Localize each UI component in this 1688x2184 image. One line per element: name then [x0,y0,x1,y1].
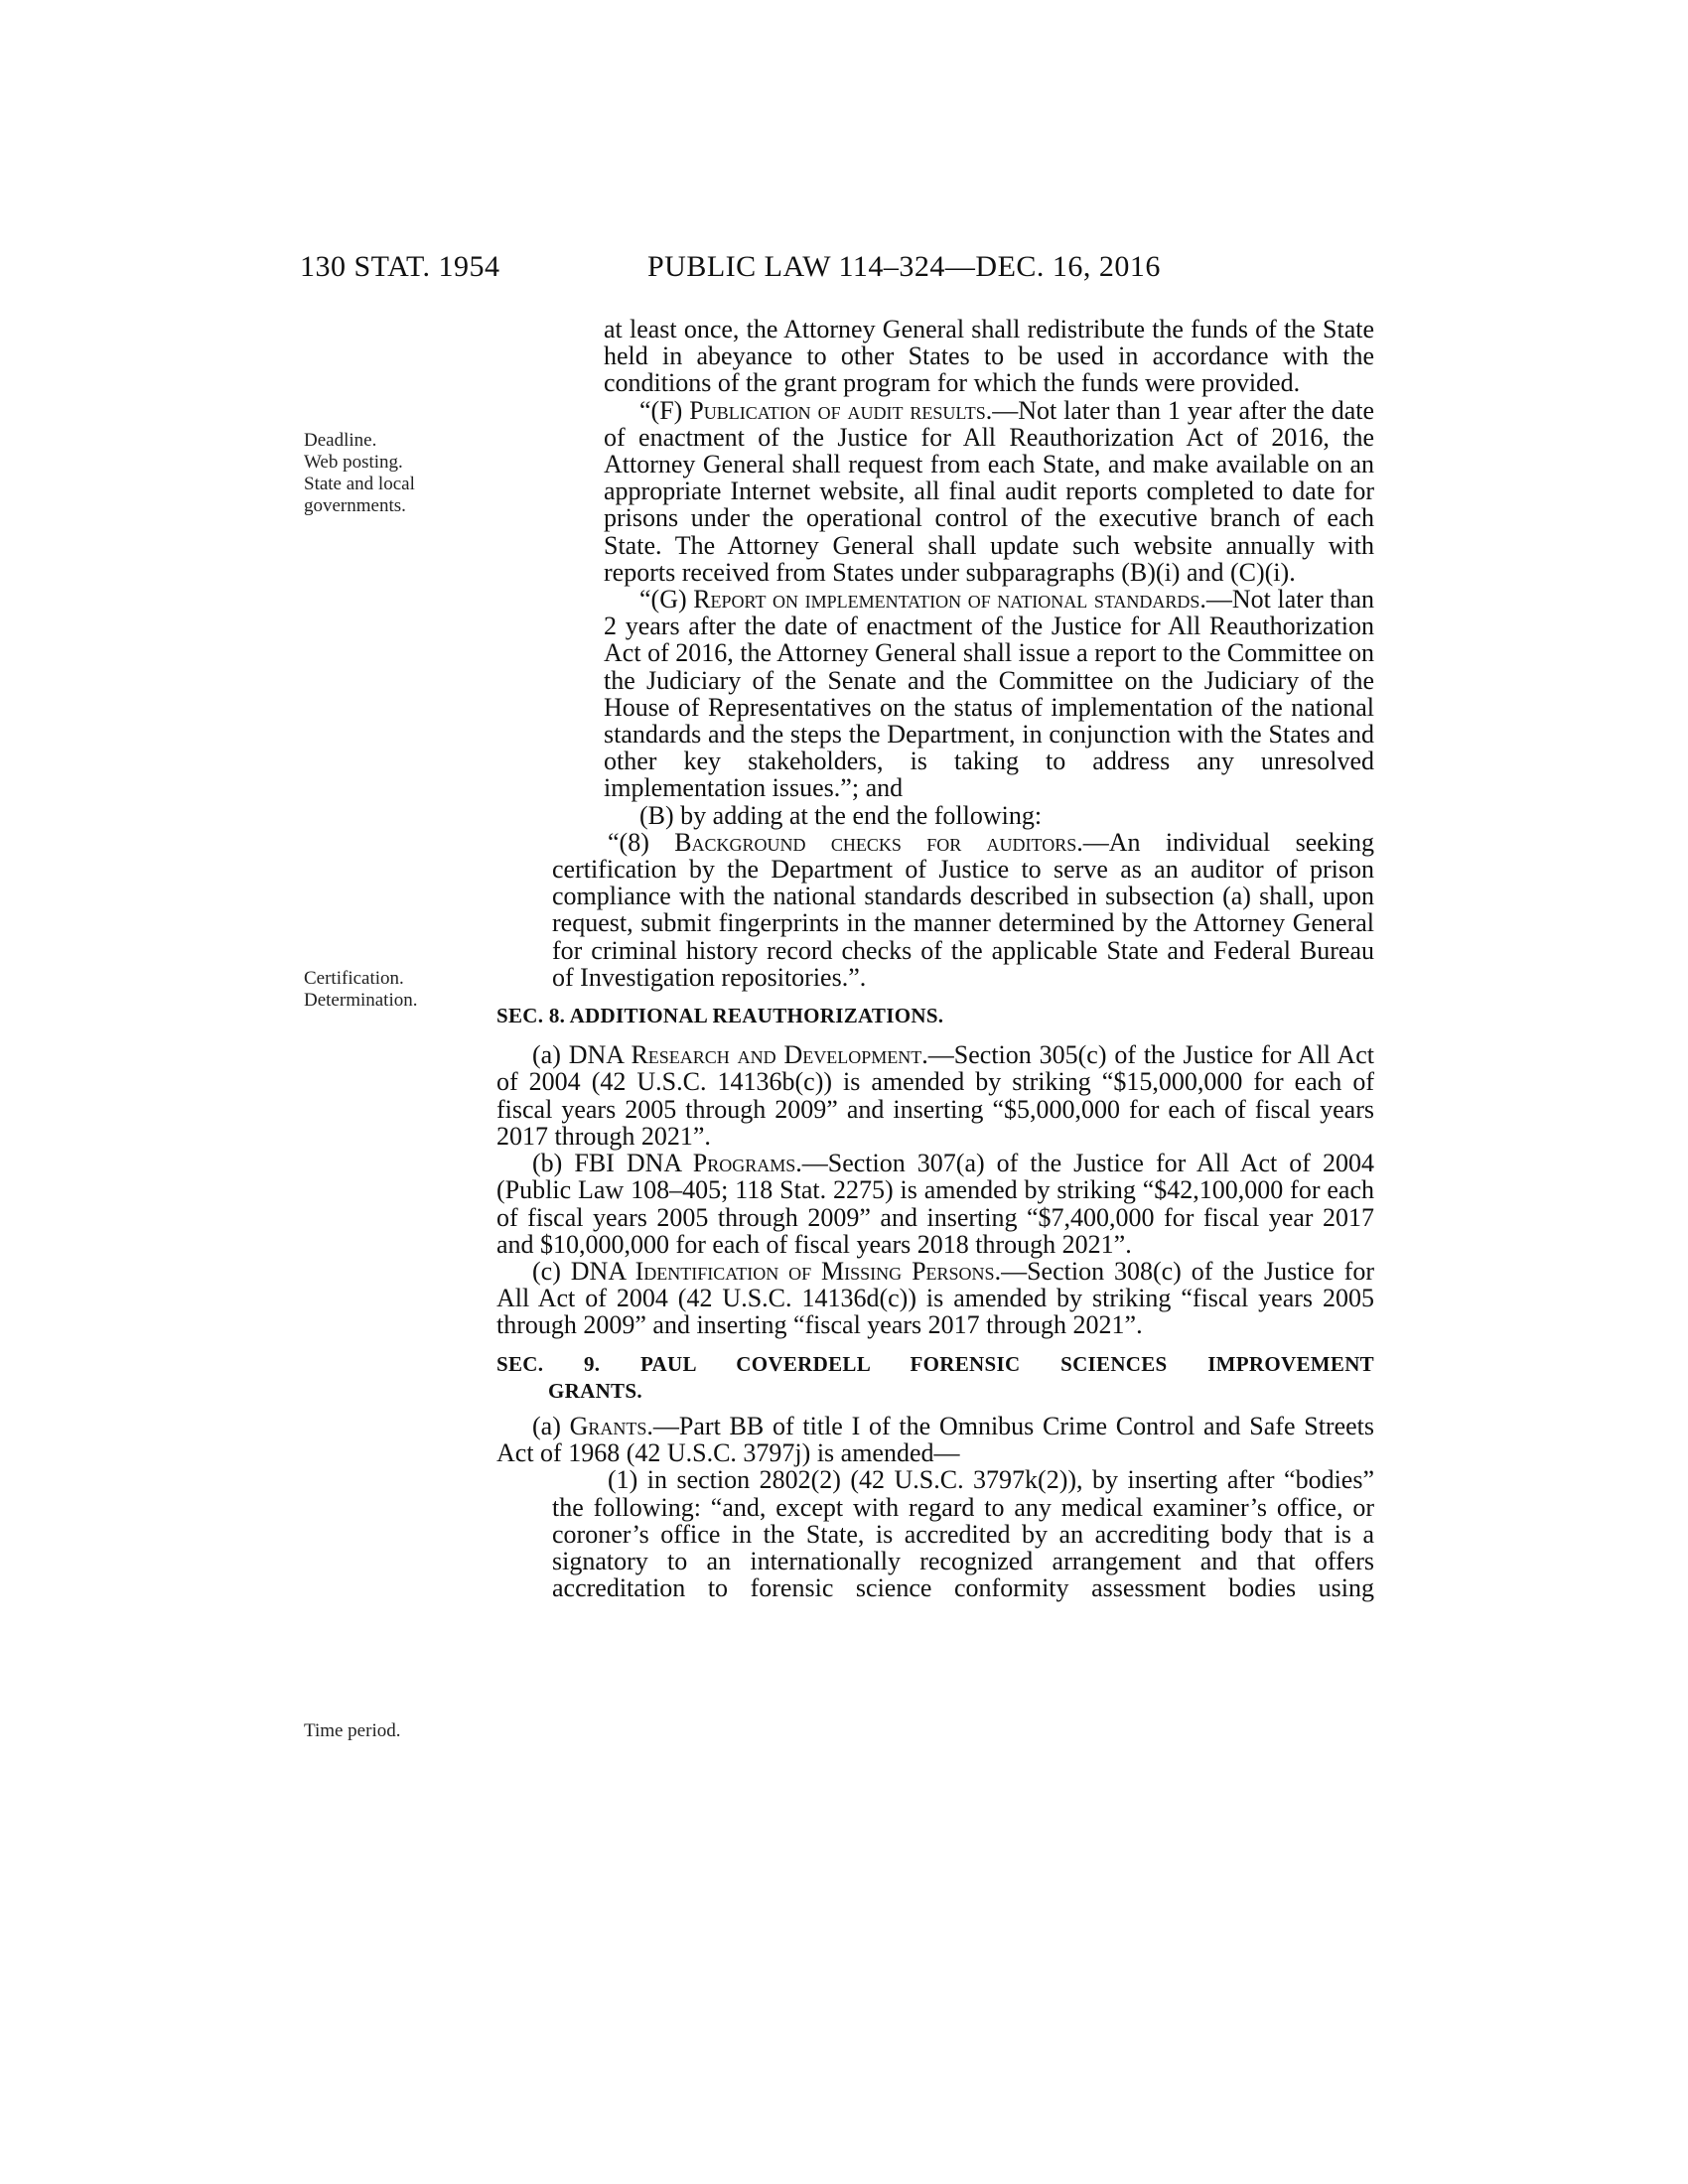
margin-note-certification [304,968,418,1012]
margin-note-line: Certification. [304,968,404,989]
section-9-a: (a) Grants.—Part BB of title I of the Omnibus Crime Control and Safe Streets Act of 1968 (42 U.S.C. 3797j) is amended— [496,1411,1374,1468]
margin-note-line: Web posting. [304,452,403,473]
paragraph-continuation: at least once, the Attorney General shall redistribute the funds of the State held in abeyance to other States to be used in accordance with the conditions of the grant program for which the funds were provided. [604,315,1374,398]
margin-note-line: Determination. [304,990,418,1011]
document-body [496,316,1374,1601]
paragraph-8-title: Background checks for auditors [674,827,1077,857]
subparagraph-g: “(G) Report on implementation of national standards.—Not later than 2 years after the date of enactment of the Justice for All Reauthorization Act of 2016, the Attorney General shall issue a report to the Committee on the Judiciary of the Senate and the Committee on the Judiciary of the House of Representatives on the status of implementation of the national standards and the steps the Department, in conjunction with the States and other key stakeholders, is taking to address any unresolved implementation issues.”; and [604,585,1374,803]
item-b: (B) by adding at the end the following: [639,800,1043,830]
margin-note-line: State and local [304,474,415,494]
section-8-b: (b) FBI DNA Programs.—Section 307(a) of the Justice for All Act of 2004 (Public Law 108–405; 118 Stat. 2275) is amended by striking “$42,100,000 for each of fiscal years 2005 through 2009” and inserting “$7,400,000 for fiscal year 2017 and $10,000,000 for each of fiscal years 2018 through 2021”. [496,1149,1374,1259]
subparagraph-f: “(F) Publication of audit results.—Not later than 1 year after the date of enactment of the Justice for All Reauthorization Act of 2016, the Attorney General shall request from each State, and make available on an appropriate Internet website, all final audit reports completed to date for prisons under the operational control of the executive branch of each State. The Attorney General shall update such website annually with reports received from States under subparagraphs (B)(i) and (C)(i). [604,395,1374,587]
statute-page-reference: 130 STAT. 1954 [300,250,500,283]
public-law-title: PUBLIC LAW 114–324—DEC. 16, 2016 [647,250,1161,283]
section-8-heading: SEC. 8. ADDITIONAL REAUTHORIZATIONS. [496,1004,944,1028]
section-8-a: (a) DNA Research and Development.—Section 305(c) of the Justice for All Act of 2004 (42 U.S.C. 14136b(c)) is amended by striking “$15,000,000 for each of fiscal years 2005 through 2009” and inserting “$5,000,000 for each of fiscal years 2017 through 2021”. [496,1040,1374,1151]
paragraph-8: “(8) Background checks for auditors.—An individual seeking certification by the Department of Justice to serve as an auditor of prison compliance with the national standards described in subsection (a) shall, upon request, submit fingerprints in the manner determined by the Attorney General for criminal history record checks of the applicable State and Federal Bureau of Investigation repositories.”. [552,827,1374,992]
margin-note-time-period [304,1720,400,1742]
margin-note-line: governments. [304,495,406,516]
subparagraph-g-title: Report on implementation of national standards [693,585,1200,614]
section-8-c: (c) DNA Identification of Missing Persons.—Section 308(c) of the Justice for All Act of 2004 (42 U.S.C. 14136d(c)) is amended by striking “fiscal years 2005 through 2009” and inserting “fiscal years 2017 through 2021”. [496,1256,1374,1340]
section-9-item-1: (1) in section 2802(2) (42 U.S.C. 3797k(2)), by inserting after “bodies” the following: “and, except with regard to any medical examiner’s office, or coroner’s office in the State, is accredited by an accrediting body that is a signatory to an internationally recognized arrangement and that offers accreditation to forensic science conformity assessment bodies using [552,1465,1374,1603]
margin-note-deadline [304,430,415,517]
page-header [0,250,1688,290]
subparagraph-f-title: Publication of audit results [689,395,986,425]
margin-note-line: Time period. [304,1720,401,1741]
margin-note-line: Deadline. [304,430,377,451]
section-9-heading: SEC. 9. PAUL COVERDELL FORENSIC SCIENCES IMPROVEMENT GRANTS. [496,1351,1374,1403]
